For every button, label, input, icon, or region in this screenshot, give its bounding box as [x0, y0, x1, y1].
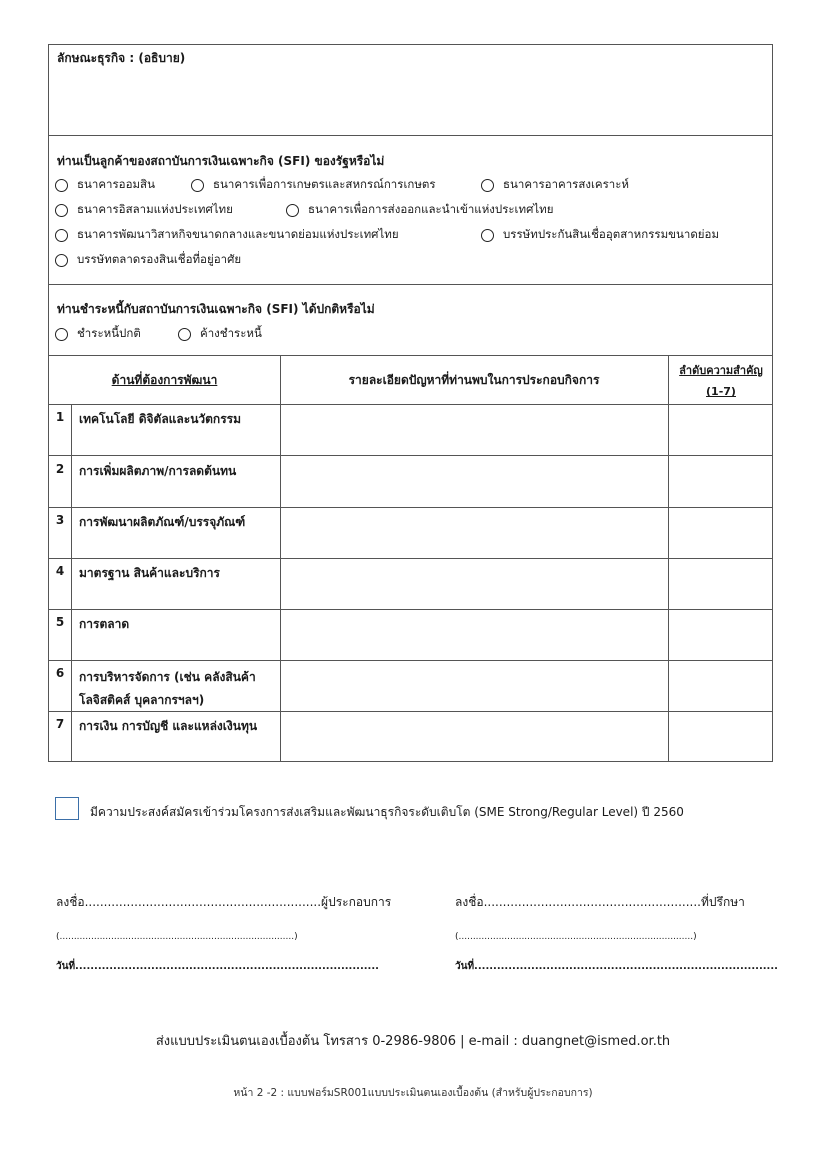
priority-cell[interactable]: [669, 712, 774, 762]
option-gsb[interactable]: ธนาคารออมสิน: [55, 176, 155, 194]
header-priority-label: ลำดับความสำคัญ: [679, 364, 763, 377]
detail-cell[interactable]: [281, 508, 668, 558]
option-smebank[interactable]: ธนาคารพัฒนาวิสาหกิจขนาดกลางและขนาดย่อมแห่งประเทศไทย: [55, 226, 399, 244]
operator-date-line: วันที่................................................................................: [56, 961, 379, 972]
row-area-label: การเงิน การบัญชี และแหล่งเงินทุน: [79, 719, 258, 733]
radio-circle-icon[interactable]: [191, 179, 204, 192]
business-nature-label: ลักษณะธุรกิจ : (อธิบาย): [57, 51, 186, 65]
priority-cell[interactable]: [669, 405, 774, 455]
radio-circle-icon[interactable]: [286, 204, 299, 217]
radio-circle-icon[interactable]: [55, 179, 68, 192]
apply-checkbox[interactable]: [55, 797, 79, 820]
page-footer: หน้า 2 -2 : แบบฟอร์มSR001แบบประเมินตนเองเบื้องต้น (สำหรับผู้ประกอบการ): [233, 1087, 593, 1099]
contact-line: ส่งแบบประเมินตนเองเบื้องต้น โทรสาร 0-2986-9806 | e-mail : duangnet@ismed.or.th: [155, 1034, 671, 1049]
sfi-customer-question: ท่านเป็นลูกค้าของสถาบันการเงินเฉพาะกิจ (SFI) ของรัฐหรือไม่: [57, 154, 385, 168]
priority-cell[interactable]: [669, 661, 774, 711]
row-number: 2: [55, 462, 65, 476]
operator-name-line: (..................................................................................): [56, 932, 298, 942]
priority-cell[interactable]: [669, 508, 774, 558]
consultant-name-line: (..................................................................................): [455, 932, 697, 942]
row-number: 3: [55, 513, 65, 527]
radio-circle-icon[interactable]: [481, 229, 494, 242]
detail-cell[interactable]: [281, 610, 668, 660]
header-priority-range: (1-7): [706, 385, 736, 398]
radio-circle-icon[interactable]: [55, 229, 68, 242]
option-exim[interactable]: ธนาคารเพื่อการส่งออกและนำเข้าแห่งประเทศไทย: [286, 201, 553, 219]
radio-circle-icon[interactable]: [55, 328, 68, 341]
option-smc[interactable]: บรรษัทตลาดรองสินเชื่อที่อยู่อาศัย: [55, 251, 241, 269]
priority-cell[interactable]: [669, 610, 774, 660]
row-area-label: การพัฒนาผลิตภัณฑ์/บรรจุภัณฑ์: [79, 515, 246, 529]
apply-checkbox-label: มีความประสงค์สมัครเข้าร่วมโครงการส่งเสริมและพัฒนาธุรกิจระดับเติบโต (SME Strong/Regular Level) ปี 2560: [90, 805, 684, 819]
row-area-label: มาตรฐาน สินค้าและบริการ: [79, 566, 220, 580]
detail-cell[interactable]: [281, 405, 668, 455]
header-priority: [668, 360, 774, 402]
row-number: 5: [55, 615, 65, 629]
option-ghb[interactable]: ธนาคารอาคารสงเคราะห์: [481, 176, 629, 194]
radio-circle-icon[interactable]: [481, 179, 494, 192]
option-ibank[interactable]: ธนาคารอิสลามแห่งประเทศไทย: [55, 201, 233, 219]
detail-cell[interactable]: [281, 661, 668, 711]
option-baac[interactable]: ธนาคารเพื่อการเกษตรและสหกรณ์การเกษตร: [191, 176, 436, 194]
option-tcg[interactable]: บรรษัทประกันสินเชื่ออุตสาหกรรมขนาดย่อม: [481, 226, 719, 244]
priority-cell[interactable]: [669, 559, 774, 609]
detail-cell[interactable]: [281, 456, 668, 507]
row-number: 1: [55, 410, 65, 424]
radio-circle-icon[interactable]: [178, 328, 191, 341]
radio-circle-icon[interactable]: [55, 204, 68, 217]
row-number: 7: [55, 717, 65, 731]
option-repay-normal[interactable]: ชำระหนี้ปกติ: [55, 325, 141, 343]
header-detail: รายละเอียดปัญหาที่ท่านพบในการประกอบกิจการ: [348, 372, 600, 387]
row-area-label: การบริหารจัดการ (เช่น คลังสินค้า โลจิสติคส์ บุคลากรฯลฯ): [79, 670, 256, 707]
form-frame: [48, 44, 773, 762]
row-area-label: การเพิ่มผลิตภาพ/การลดต้นทน: [79, 464, 237, 478]
consultant-date-line: วันที่................................................................................: [455, 961, 778, 972]
consultant-signature-line: ลงชื่อ.........................................................ที่ปรึกษา: [455, 895, 745, 909]
row-number: 6: [55, 666, 65, 680]
header-area: ด้านที่ต้องการพัฒนา: [111, 372, 218, 387]
sfi-repayment-question: ท่านชำระหนี้กับสถาบันการเงินเฉพาะกิจ (SFI) ได้ปกติหรือไม่: [57, 302, 375, 316]
detail-cell[interactable]: [281, 712, 668, 762]
detail-cell[interactable]: [281, 559, 668, 609]
development-table: [49, 356, 772, 763]
operator-signature-line: ลงชื่อ..............................................................ผู้ประกอบการ: [56, 895, 392, 909]
option-repay-overdue[interactable]: ค้างชำระหนี้: [178, 325, 262, 343]
sfi-repayment-section: [49, 285, 772, 356]
row-area-label: การตลาด: [79, 617, 130, 631]
row-area-label: เทคโนโลยี ดิจิตัลและนวัตกรรม: [79, 412, 241, 426]
radio-circle-icon[interactable]: [55, 254, 68, 267]
sfi-customer-section: [49, 136, 772, 285]
table-divider: [71, 405, 72, 762]
priority-cell[interactable]: [669, 456, 774, 507]
row-number: 4: [55, 564, 65, 578]
business-nature-section: [49, 45, 772, 136]
